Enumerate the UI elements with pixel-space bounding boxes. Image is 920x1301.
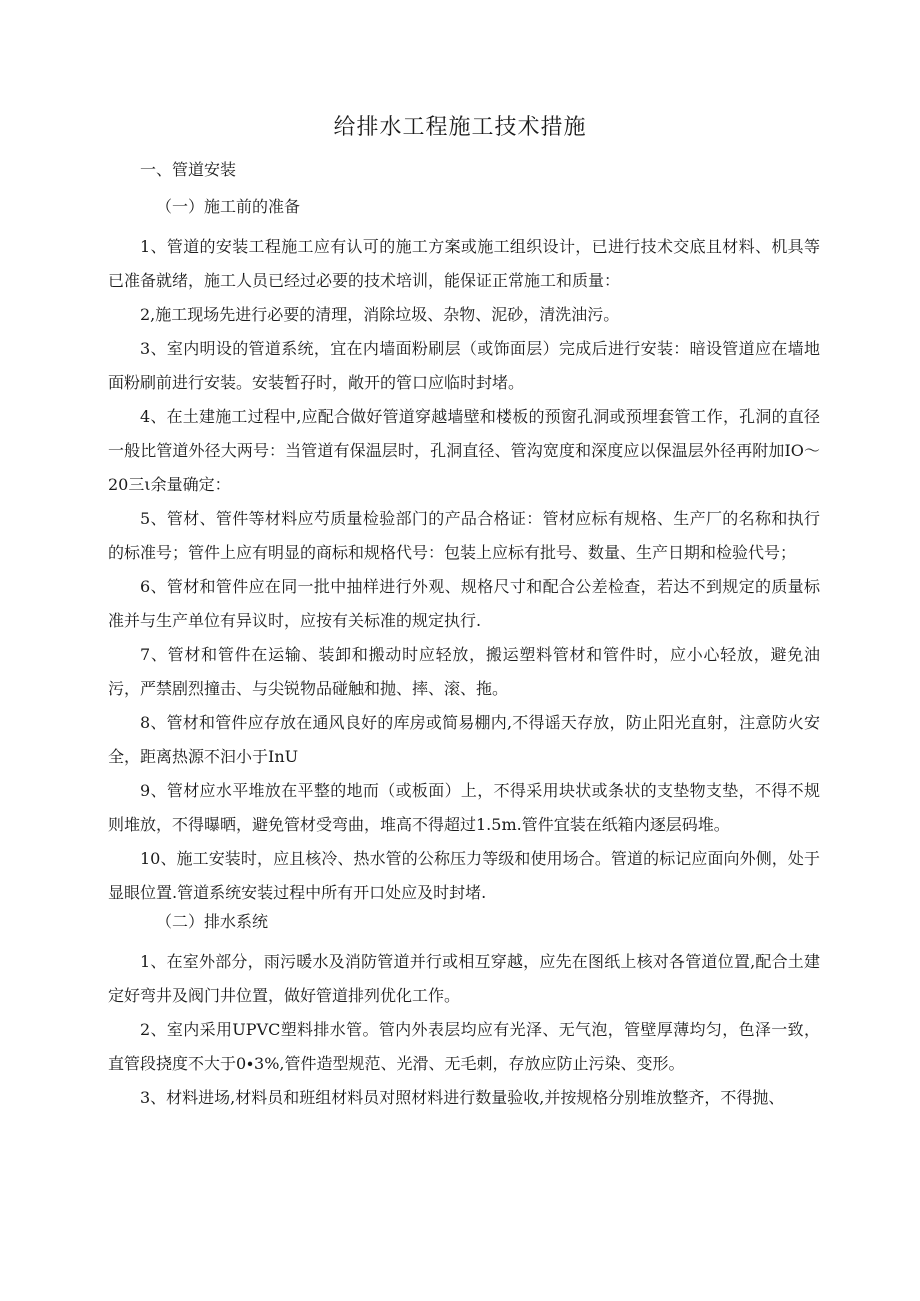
paragraph: 2、室内采用UPVC塑料排水管。管内外表层均应有光泽、无气泡，管壁厚薄均匀，色泽一致，直管段挠度不大于0∙3%,管件造型规范、光滑、无毛刺，存放应防止污染、变形。 — [108, 1020, 820, 1073]
section-heading-pipe-installation: 一、管道安装 — [140, 160, 237, 179]
paragraph: 9、管材应水平堆放在平整的地而（或板面）上，不得采用块状或条状的支垫物支垫，不得不规则堆放，不得曝晒，避免管材受弯曲，堆高不得超过1.5m.管件宜装在纸箱内逐层码堆。 — [108, 781, 820, 834]
paragraph: 10、施工安装时，应且核冷、热水管的公称压力等级和使用场合。管道的标记应面向外侧，处于显眼位置.管道系统安装过程中所有开口处应及时封堵. — [108, 849, 820, 902]
paragraph: 8、管材和管件应存放在通风良好的库房或简易棚内,不得谣天存放，防止阳光直射，注意防火安全，距离热源不汩小于InU — [108, 713, 820, 766]
paragraph: 5、管材、管件等材料应芍质量检验部门的产品合格证：管材应标有规格、生产厂的名称和执行的标准号；管件上应有明显的商标和规格代号：包装上应标有批号、数量、生产日期和检验代号； — [108, 509, 820, 562]
paragraph: 4、在土建施工过程中,应配合做好管道穿越墙壁和楼板的预窗孔洞或预埋套管工作，孔洞的直径一般比管道外径大两号：当管道有保温层时，孔洞直径、管沟宽度和深度应以保温层外径再附加IO〜20三ι余量确定： — [108, 407, 820, 494]
paragraph: 2,施工现场先进行必要的清理，消除垃圾、杂物、泥砂，清洗油污。 — [140, 305, 620, 324]
paragraph: 3、室内明设的管道系统，宜在内墙面粉刷层（或饰面层）完成后进行安装：暗设管道应在墙地面粉刷前进行安装。安装暂孖时，敞开的管口应临时封堵。 — [108, 339, 820, 392]
paragraph: 7、管材和管件在运输、装卸和搬动时应轻放，搬运塑料管材和管件时，应小心轻放，避免油污，严禁剧烈撞击、与尖锐物品碰触和抛、摔、滚、拖。 — [108, 645, 820, 698]
paragraph: 1、在室外部分，雨污暖水及消防管道并行或相互穿越，应先在图纸上核对各管道位置,配合土建定好弯井及阀门井位置，做好管道排列优化工作。 — [108, 952, 820, 1005]
subsection-heading-preparation: （一）施工前的准备 — [156, 197, 301, 216]
paragraph: 3、材料进场,材料员和班组材料员对照材料进行数量验收,并按规格分别堆放整齐，不得抛、 — [140, 1088, 785, 1107]
document-title: 给排水工程施工技术措施 — [333, 115, 587, 140]
subsection-heading-drainage-system: （二）排水系统 — [156, 912, 269, 931]
document-body — [108, 158, 820, 1115]
paragraph: 1、管道的安装工程施工应有认可的施工方案或施工组织设计，已进行技术交底且材料、机具等已准备就绪，施工人员已经过必要的技术培训，能保证正常施工和质量： — [108, 237, 820, 290]
paragraph: 6、管材和管件应在同一批中抽样进行外观、规格尺寸和配合公差检查，若达不到规定的质量标准并与生产单位有异议时，应按有关标准的规定执行. — [108, 577, 820, 630]
